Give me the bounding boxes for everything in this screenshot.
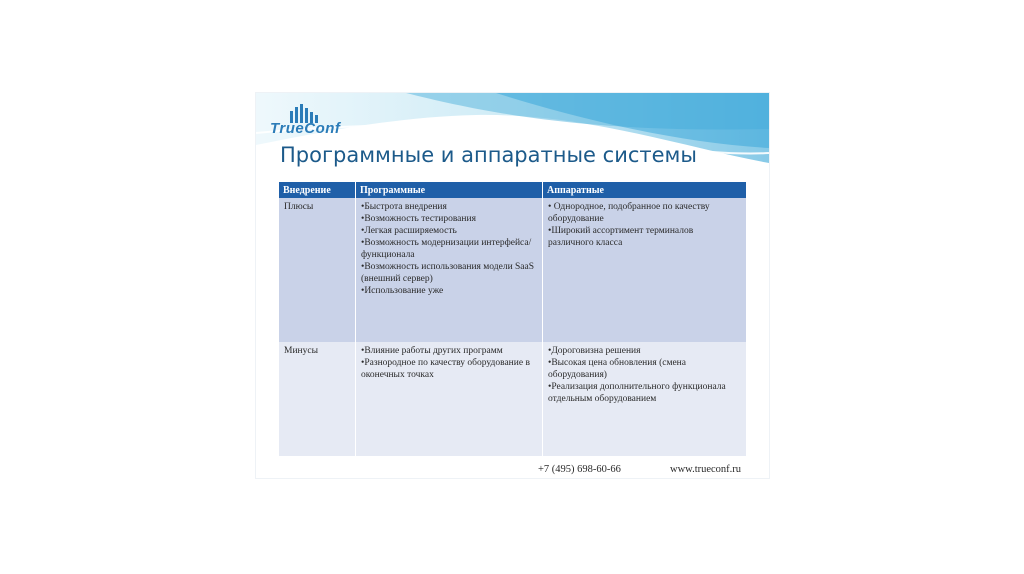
list-item: •Легкая расширяемость (361, 226, 457, 236)
list-item: •Разнородное по качеству оборудование в оконечных точках (361, 358, 530, 380)
list-item: •Возможность использования модели SaaS (внешний сервер) (361, 262, 535, 284)
comparison-table (279, 182, 747, 456)
header-cell: Программные (356, 182, 543, 198)
list-item: •Возможность тестирования (361, 214, 476, 224)
list-item: • Однородное, подобранное по качеству оборудование (548, 202, 710, 224)
list-item: •Возможность модернизации интерфейса/функционала (361, 238, 532, 260)
table-row (279, 342, 747, 456)
table-header-row (279, 182, 747, 198)
footer-url-link[interactable]: www.trueconf.ru (670, 464, 742, 475)
list-item: •Высокая цена обновления (смена оборудования) (548, 358, 686, 380)
software-cell (356, 198, 543, 342)
list-item: •Широкий ассортимент терминалов различного класса (548, 226, 694, 248)
list-item: •Быстрота внедрения (361, 202, 447, 212)
footer-phone: +7 (495) 698-60-66 (538, 464, 621, 475)
list-item: •Использование уже (361, 286, 444, 296)
table-row (279, 198, 747, 342)
list-item: •Дороговизна решения (548, 346, 641, 356)
hardware-cell (543, 198, 747, 342)
hardware-cell (543, 342, 747, 456)
software-cell (356, 342, 543, 456)
slide-title: Программные и аппаратные системы (280, 143, 697, 167)
header-cell: Внедрение (279, 182, 356, 198)
list-item: •Реализация дополнительного функционала отдельным оборудованием (548, 382, 726, 404)
logo-text: TrueConf (270, 120, 341, 137)
row-label: Плюсы (279, 198, 356, 342)
row-label: Минусы (279, 342, 356, 456)
list-item: •Влияние работы других программ (361, 346, 503, 356)
header-cell: Аппаратные (543, 182, 747, 198)
presentation-slide (256, 93, 769, 478)
